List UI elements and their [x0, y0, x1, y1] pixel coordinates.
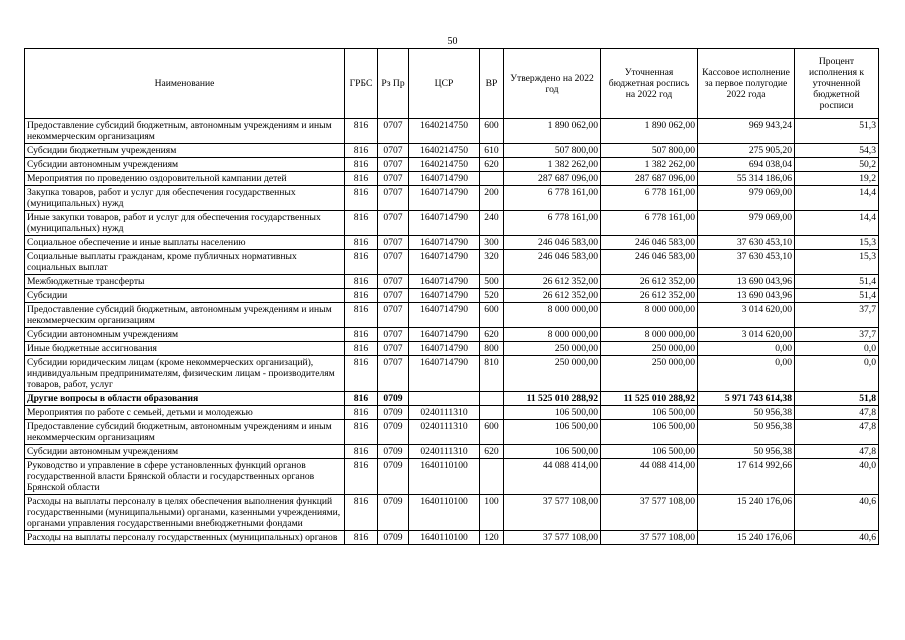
- cell-approved: 11 525 010 288,92: [504, 392, 601, 406]
- cell-refined: 37 577 108,00: [601, 495, 698, 531]
- cell-rzpr: 0709: [378, 420, 409, 445]
- cell-grbs: 816: [345, 406, 378, 420]
- cell-cash: 5 971 743 614,38: [698, 392, 795, 406]
- cell-grbs: 816: [345, 172, 378, 186]
- table-row: [25, 392, 879, 406]
- cell-refined: 1 890 062,00: [601, 119, 698, 144]
- cell-rzpr: 0707: [378, 119, 409, 144]
- cell-rzpr: 0709: [378, 495, 409, 531]
- cell-name: Иные закупки товаров, работ и услуг для обеспечения государственных (муниципальных) нужд: [25, 211, 345, 236]
- table-row: [25, 172, 879, 186]
- cell-grbs: 816: [345, 445, 378, 459]
- cell-csr: 1640714790: [409, 275, 480, 289]
- cell-percent: 15,3: [795, 236, 879, 250]
- table-row: [25, 342, 879, 356]
- cell-grbs: 816: [345, 531, 378, 545]
- table-row: [25, 406, 879, 420]
- cell-approved: 287 687 096,00: [504, 172, 601, 186]
- cell-cash: 694 038,04: [698, 158, 795, 172]
- cell-vr: 800: [480, 342, 504, 356]
- cell-csr: 0240111310: [409, 420, 480, 445]
- cell-rzpr: 0709: [378, 406, 409, 420]
- cell-refined: 106 500,00: [601, 406, 698, 420]
- cell-name: Субсидии: [25, 289, 345, 303]
- cell-cash: 17 614 992,66: [698, 459, 795, 495]
- cell-rzpr: 0707: [378, 250, 409, 275]
- cell-name: Межбюджетные трансферты: [25, 275, 345, 289]
- header-cash: Кассовое исполнение за первое полугодие 2022 года: [698, 49, 795, 119]
- cell-approved: 246 046 583,00: [504, 236, 601, 250]
- cell-csr: 1640714790: [409, 328, 480, 342]
- cell-refined: 11 525 010 288,92: [601, 392, 698, 406]
- cell-refined: 287 687 096,00: [601, 172, 698, 186]
- cell-vr: [480, 459, 504, 495]
- cell-rzpr: 0709: [378, 459, 409, 495]
- cell-name: Предоставление субсидий бюджетным, автономным учреждениям и иным некоммерческим организациям: [25, 119, 345, 144]
- cell-refined: 6 778 161,00: [601, 186, 698, 211]
- cell-rzpr: 0707: [378, 275, 409, 289]
- cell-grbs: 816: [345, 328, 378, 342]
- cell-approved: 6 778 161,00: [504, 186, 601, 211]
- cell-name: Субсидии юридическим лицам (кроме некоммерческих организаций), индивидуальным предпринимателям, физическим лицам - производителям товаров, работ, услуг: [25, 356, 345, 392]
- cell-vr: 620: [480, 328, 504, 342]
- table-row: [25, 250, 879, 275]
- cell-percent: 19,2: [795, 172, 879, 186]
- cell-csr: 1640714790: [409, 250, 480, 275]
- cell-refined: 8 000 000,00: [601, 303, 698, 328]
- cell-csr: 1640714790: [409, 303, 480, 328]
- cell-grbs: 816: [345, 250, 378, 275]
- table-body: [25, 119, 879, 545]
- cell-grbs: 816: [345, 275, 378, 289]
- cell-vr: 240: [480, 211, 504, 236]
- cell-vr: 620: [480, 158, 504, 172]
- cell-csr: 0240111310: [409, 445, 480, 459]
- cell-percent: 51,8: [795, 392, 879, 406]
- cell-percent: 40,0: [795, 459, 879, 495]
- cell-rzpr: 0707: [378, 328, 409, 342]
- header-vr: ВР: [480, 49, 504, 119]
- table-row: [25, 236, 879, 250]
- cell-grbs: 816: [345, 459, 378, 495]
- cell-name: Субсидии автономным учреждениям: [25, 445, 345, 459]
- cell-approved: 106 500,00: [504, 445, 601, 459]
- table-row: [25, 531, 879, 545]
- cell-percent: 0,0: [795, 356, 879, 392]
- cell-refined: 1 382 262,00: [601, 158, 698, 172]
- cell-cash: 0,00: [698, 342, 795, 356]
- cell-grbs: 816: [345, 186, 378, 211]
- cell-rzpr: 0707: [378, 356, 409, 392]
- cell-cash: 15 240 176,06: [698, 531, 795, 545]
- header-rzpr: Рз Пр: [378, 49, 409, 119]
- cell-rzpr: 0709: [378, 445, 409, 459]
- cell-approved: 26 612 352,00: [504, 289, 601, 303]
- cell-vr: 300: [480, 236, 504, 250]
- cell-csr: 1640110100: [409, 459, 480, 495]
- cell-vr: [480, 392, 504, 406]
- cell-refined: 44 088 414,00: [601, 459, 698, 495]
- cell-rzpr: 0707: [378, 172, 409, 186]
- budget-table: [24, 48, 879, 545]
- cell-cash: 979 069,00: [698, 186, 795, 211]
- cell-name: Расходы на выплаты персоналу в целях обеспечения выполнения функций государственными (муниципальными) органами, казенными учреждениями, органами управления государственными внебюджетными фондами: [25, 495, 345, 531]
- cell-cash: 969 943,24: [698, 119, 795, 144]
- cell-vr: 120: [480, 531, 504, 545]
- cell-grbs: 816: [345, 158, 378, 172]
- table-row: [25, 356, 879, 392]
- cell-csr: 0240111310: [409, 406, 480, 420]
- cell-approved: 37 577 108,00: [504, 531, 601, 545]
- cell-cash: 13 690 043,96: [698, 275, 795, 289]
- cell-percent: 54,3: [795, 144, 879, 158]
- cell-csr: 1640714790: [409, 186, 480, 211]
- table-row: [25, 275, 879, 289]
- cell-vr: [480, 406, 504, 420]
- cell-approved: 37 577 108,00: [504, 495, 601, 531]
- cell-cash: 55 314 186,06: [698, 172, 795, 186]
- cell-vr: 200: [480, 186, 504, 211]
- cell-csr: 1640714790: [409, 211, 480, 236]
- cell-refined: 106 500,00: [601, 445, 698, 459]
- cell-name: Социальное обеспечение и иные выплаты населению: [25, 236, 345, 250]
- cell-percent: 50,2: [795, 158, 879, 172]
- cell-vr: 600: [480, 303, 504, 328]
- cell-vr: 610: [480, 144, 504, 158]
- cell-csr: 1640110100: [409, 531, 480, 545]
- cell-cash: 3 014 620,00: [698, 303, 795, 328]
- cell-approved: 8 000 000,00: [504, 303, 601, 328]
- cell-name: Социальные выплаты гражданам, кроме публичных нормативных социальных выплат: [25, 250, 345, 275]
- cell-approved: 1 382 262,00: [504, 158, 601, 172]
- cell-grbs: 816: [345, 211, 378, 236]
- cell-cash: 979 069,00: [698, 211, 795, 236]
- cell-refined: 6 778 161,00: [601, 211, 698, 236]
- cell-name: Субсидии бюджетным учреждениям: [25, 144, 345, 158]
- cell-refined: 507 800,00: [601, 144, 698, 158]
- cell-approved: 106 500,00: [504, 406, 601, 420]
- cell-csr: [409, 392, 480, 406]
- cell-csr: 1640714790: [409, 289, 480, 303]
- cell-refined: 106 500,00: [601, 420, 698, 445]
- cell-vr: 600: [480, 119, 504, 144]
- cell-name: Другие вопросы в области образования: [25, 392, 345, 406]
- cell-refined: 250 000,00: [601, 342, 698, 356]
- cell-grbs: 816: [345, 420, 378, 445]
- cell-cash: 15 240 176,06: [698, 495, 795, 531]
- cell-csr: 1640110100: [409, 495, 480, 531]
- cell-vr: 500: [480, 275, 504, 289]
- cell-percent: 51,4: [795, 289, 879, 303]
- cell-cash: 275 905,20: [698, 144, 795, 158]
- cell-name: Руководство и управление в сфере установленных функций органов государственной власти Брянской области и государственных органов Брянской области: [25, 459, 345, 495]
- table-row: [25, 328, 879, 342]
- page-number: 50: [447, 36, 458, 47]
- cell-percent: 40,6: [795, 495, 879, 531]
- table-row: [25, 303, 879, 328]
- cell-rzpr: 0707: [378, 303, 409, 328]
- cell-grbs: 816: [345, 144, 378, 158]
- table-row: [25, 289, 879, 303]
- cell-rzpr: 0707: [378, 236, 409, 250]
- table-row: [25, 420, 879, 445]
- table-row: [25, 445, 879, 459]
- cell-vr: 520: [480, 289, 504, 303]
- cell-approved: 250 000,00: [504, 356, 601, 392]
- table-row: [25, 144, 879, 158]
- cell-vr: 600: [480, 420, 504, 445]
- cell-percent: 51,4: [795, 275, 879, 289]
- cell-refined: 26 612 352,00: [601, 289, 698, 303]
- cell-rzpr: 0707: [378, 342, 409, 356]
- cell-rzpr: 0707: [378, 144, 409, 158]
- cell-percent: 14,4: [795, 186, 879, 211]
- cell-name: Мероприятия по проведению оздоровительной кампании детей: [25, 172, 345, 186]
- table-row: [25, 459, 879, 495]
- cell-csr: 1640214750: [409, 119, 480, 144]
- cell-refined: 26 612 352,00: [601, 275, 698, 289]
- header-grbs: ГРБС: [345, 49, 378, 119]
- cell-percent: 47,8: [795, 406, 879, 420]
- cell-percent: 51,3: [795, 119, 879, 144]
- cell-grbs: 816: [345, 392, 378, 406]
- cell-csr: 1640214750: [409, 158, 480, 172]
- header-percent: Процент исполнения к уточненной бюджетной росписи: [795, 49, 879, 119]
- table-row: [25, 495, 879, 531]
- cell-approved: 106 500,00: [504, 420, 601, 445]
- cell-grbs: 816: [345, 119, 378, 144]
- cell-name: Закупка товаров, работ и услуг для обеспечения государственных (муниципальных) нужд: [25, 186, 345, 211]
- cell-rzpr: 0709: [378, 392, 409, 406]
- cell-percent: 37,7: [795, 328, 879, 342]
- header-refined: Уточненная бюджетная роспись на 2022 год: [601, 49, 698, 119]
- cell-approved: 44 088 414,00: [504, 459, 601, 495]
- table-row: [25, 158, 879, 172]
- header-csr: ЦСР: [409, 49, 480, 119]
- cell-grbs: 816: [345, 303, 378, 328]
- cell-vr: 810: [480, 356, 504, 392]
- cell-grbs: 816: [345, 289, 378, 303]
- cell-name: Расходы на выплаты персоналу государственных (муниципальных) органов: [25, 531, 345, 545]
- cell-rzpr: 0709: [378, 531, 409, 545]
- cell-csr: 1640714790: [409, 236, 480, 250]
- cell-grbs: 816: [345, 342, 378, 356]
- cell-vr: 100: [480, 495, 504, 531]
- cell-cash: 50 956,38: [698, 406, 795, 420]
- cell-name: Субсидии автономным учреждениям: [25, 328, 345, 342]
- cell-grbs: 816: [345, 495, 378, 531]
- cell-approved: 6 778 161,00: [504, 211, 601, 236]
- cell-cash: 50 956,38: [698, 420, 795, 445]
- cell-cash: 0,00: [698, 356, 795, 392]
- cell-percent: 47,8: [795, 420, 879, 445]
- cell-csr: 1640714790: [409, 172, 480, 186]
- cell-csr: 1640214750: [409, 144, 480, 158]
- cell-percent: 37,7: [795, 303, 879, 328]
- cell-grbs: 816: [345, 236, 378, 250]
- cell-percent: 40,6: [795, 531, 879, 545]
- table-row: [25, 211, 879, 236]
- cell-grbs: 816: [345, 356, 378, 392]
- header-name: Наименование: [25, 49, 345, 119]
- cell-rzpr: 0707: [378, 158, 409, 172]
- cell-cash: 3 014 620,00: [698, 328, 795, 342]
- cell-refined: 246 046 583,00: [601, 250, 698, 275]
- cell-name: Предоставление субсидий бюджетным, автономным учреждениям и иным некоммерческим организациям: [25, 303, 345, 328]
- cell-cash: 37 630 453,10: [698, 236, 795, 250]
- cell-csr: 1640714790: [409, 356, 480, 392]
- cell-refined: 8 000 000,00: [601, 328, 698, 342]
- cell-vr: 620: [480, 445, 504, 459]
- cell-csr: 1640714790: [409, 342, 480, 356]
- table-row: [25, 186, 879, 211]
- cell-percent: 14,4: [795, 211, 879, 236]
- cell-approved: 246 046 583,00: [504, 250, 601, 275]
- cell-approved: 1 890 062,00: [504, 119, 601, 144]
- cell-approved: 26 612 352,00: [504, 275, 601, 289]
- cell-cash: 13 690 043,96: [698, 289, 795, 303]
- cell-approved: 8 000 000,00: [504, 328, 601, 342]
- cell-name: Иные бюджетные ассигнования: [25, 342, 345, 356]
- cell-percent: 47,8: [795, 445, 879, 459]
- cell-refined: 246 046 583,00: [601, 236, 698, 250]
- cell-name: Субсидии автономным учреждениям: [25, 158, 345, 172]
- cell-rzpr: 0707: [378, 289, 409, 303]
- table-row: [25, 119, 879, 144]
- header-approved: Утверждено на 2022 год: [504, 49, 601, 119]
- cell-name: Предоставление субсидий бюджетным, автономным учреждениям и иным некоммерческим организациям: [25, 420, 345, 445]
- cell-refined: 250 000,00: [601, 356, 698, 392]
- cell-cash: 37 630 453,10: [698, 250, 795, 275]
- cell-vr: 320: [480, 250, 504, 275]
- cell-refined: 37 577 108,00: [601, 531, 698, 545]
- cell-percent: 0,0: [795, 342, 879, 356]
- cell-name: Мероприятия по работе с семьей, детьми и молодежью: [25, 406, 345, 420]
- cell-approved: 250 000,00: [504, 342, 601, 356]
- cell-cash: 50 956,38: [698, 445, 795, 459]
- table-header: [25, 49, 879, 119]
- cell-percent: 15,3: [795, 250, 879, 275]
- cell-approved: 507 800,00: [504, 144, 601, 158]
- cell-vr: [480, 172, 504, 186]
- cell-rzpr: 0707: [378, 211, 409, 236]
- cell-rzpr: 0707: [378, 186, 409, 211]
